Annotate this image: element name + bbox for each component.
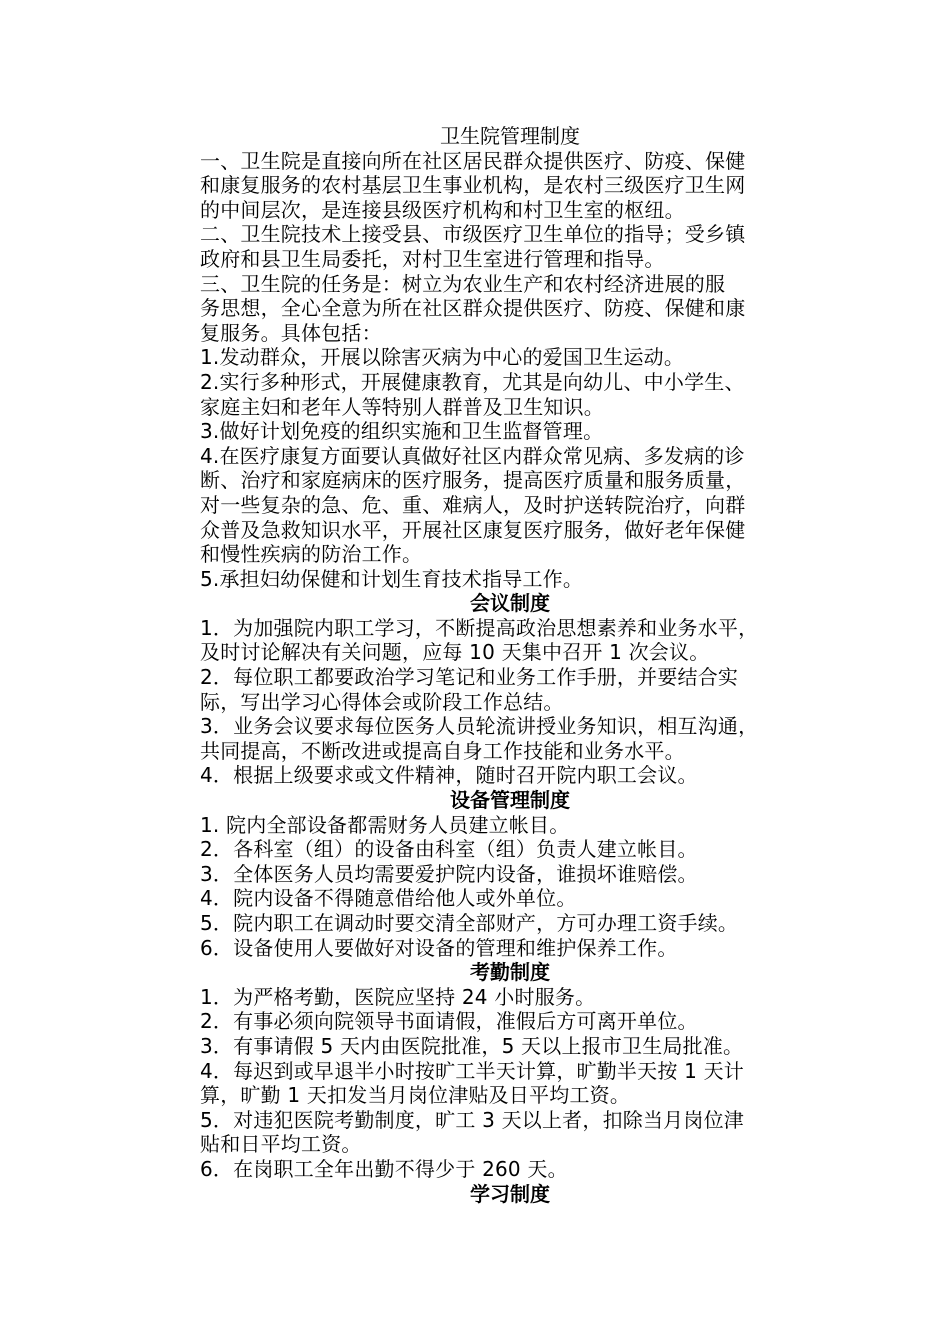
- study-heading: 学习制度: [470, 1181, 550, 1206]
- intro-line: 政府和县卫生局委托，对村卫生室进行管理和指导。: [200, 246, 665, 271]
- attendance-line: 4．每迟到或早退半小时按旷工半天计算，旷勤半天按 1 天计: [200, 1058, 744, 1083]
- equipment-line: 1. 院内全部设备都需财务人员建立帐目。: [200, 812, 570, 837]
- intro-line: 二、卫生院技术上接受县、市级医疗卫生单位的指导；受乡镇: [200, 222, 746, 247]
- intro-line: 复服务。具体包括：: [200, 320, 382, 345]
- intro-line: 众普及急救知识水平，开展社区康复医疗服务，做好老年保健: [200, 517, 746, 542]
- attendance-section: [200, 985, 820, 1182]
- equipment-line: 3．全体医务人员均需要爱护院内设备，谁损坏谁赔偿。: [200, 861, 698, 886]
- meeting-line: 际，写出学习心得体会或阶段工作总结。: [200, 689, 564, 714]
- intro-line: 家庭主妇和老年人等特别人群普及卫生知识。: [200, 394, 604, 419]
- meeting-heading: 会议制度: [470, 591, 550, 616]
- document-title: 卫生院管理制度: [440, 124, 580, 148]
- intro-line: 务思想，全心全意为所在社区群众提供医疗、防疫、保健和康: [200, 296, 746, 321]
- equipment-line: 6．设备使用人要做好对设备的管理和维护保养工作。: [200, 935, 678, 960]
- attendance-line: 2．有事必须向院领导书面请假，准假后方可离开单位。: [200, 1009, 698, 1034]
- intro-line: 3.做好计划免疫的组织实施和卫生监督管理。: [200, 419, 604, 444]
- document-page: [200, 124, 820, 1206]
- meeting-section: [200, 616, 820, 788]
- meeting-line: 1．为加强院内职工学习，不断提高政治思想素养和业务水平，: [200, 615, 759, 640]
- attendance-line: 3．有事请假 5 天内由医院批准，5 天以上报市卫生局批准。: [200, 1033, 744, 1058]
- intro-line: 三、卫生院的任务是：树立为农业生产和农村经济进展的服: [200, 271, 726, 296]
- intro-line: 一、卫生院是直接向所在社区居民群众提供医疗、防疫、保健: [200, 148, 746, 173]
- attendance-line: 贴和日平均工资。: [200, 1132, 362, 1157]
- intro-line: 的中间层次，是连接县级医疗机构和村卫生室的枢纽。: [200, 197, 685, 222]
- intro-line: 断、治疗和家庭病床的医疗服务，提高医疗质量和服务质量，: [200, 468, 746, 493]
- intro-section: [200, 149, 820, 592]
- intro-line: 1.发动群众，开展以除害灭病为中心的爱国卫生运动。: [200, 345, 685, 370]
- intro-line: 4.在医疗康复方面要认真做好社区内群众常见病、多发病的诊: [200, 443, 745, 468]
- meeting-line: 3．业务会议要求每位医务人员轮流讲授业务知识，相互沟通，: [200, 714, 759, 739]
- intro-line: 对一些复杂的急、危、重、难病人，及时护送转院治疗，向群: [200, 492, 746, 517]
- meeting-line: 4．根据上级要求或文件精神，随时召开院内职工会议。: [200, 763, 698, 788]
- meeting-line: 2．每位职工都要政治学习笔记和业务工作手册，并要结合实: [200, 665, 739, 690]
- attendance-line: 6．在岗职工全年出勤不得少于 260 天。: [200, 1156, 568, 1181]
- attendance-heading: 考勤制度: [470, 960, 550, 985]
- attendance-line: 1．为严格考勤，医院应坚持 24 小时服务。: [200, 984, 596, 1009]
- intro-line: 2.实行多种形式，开展健康教育，尤其是向幼儿、中小学生、: [200, 369, 745, 394]
- attendance-line: 5．对违犯医院考勤制度，旷工 3 天以上者，扣除当月岗位津: [200, 1107, 744, 1132]
- equipment-line: 5．院内职工在调动时要交清全部财产，方可办理工资手续。: [200, 911, 739, 935]
- intro-line: 5.承担妇幼保健和计划生育技术指导工作。: [200, 566, 584, 591]
- equipment-section: [200, 813, 820, 961]
- meeting-line: 共同提高，不断改进或提高自身工作技能和业务水平。: [200, 738, 685, 763]
- intro-line: 和康复服务的农村基层卫生事业机构，是农村三级医疗卫生网: [200, 173, 746, 198]
- equipment-heading: 设备管理制度: [450, 788, 570, 813]
- equipment-line: 2．各科室（组）的设备由科室（组）负责人建立帐目。: [200, 837, 698, 862]
- meeting-line: 及时讨论解决有关问题，应每 10 天集中召开 1 次会议。: [200, 640, 710, 665]
- intro-line: 和慢性疾病的防治工作。: [200, 542, 423, 567]
- equipment-line: 4．院内设备不得随意借给他人或外单位。: [200, 886, 577, 911]
- attendance-line: 算，旷勤 1 天扣发当月岗位津贴及日平均工资。: [200, 1083, 631, 1108]
